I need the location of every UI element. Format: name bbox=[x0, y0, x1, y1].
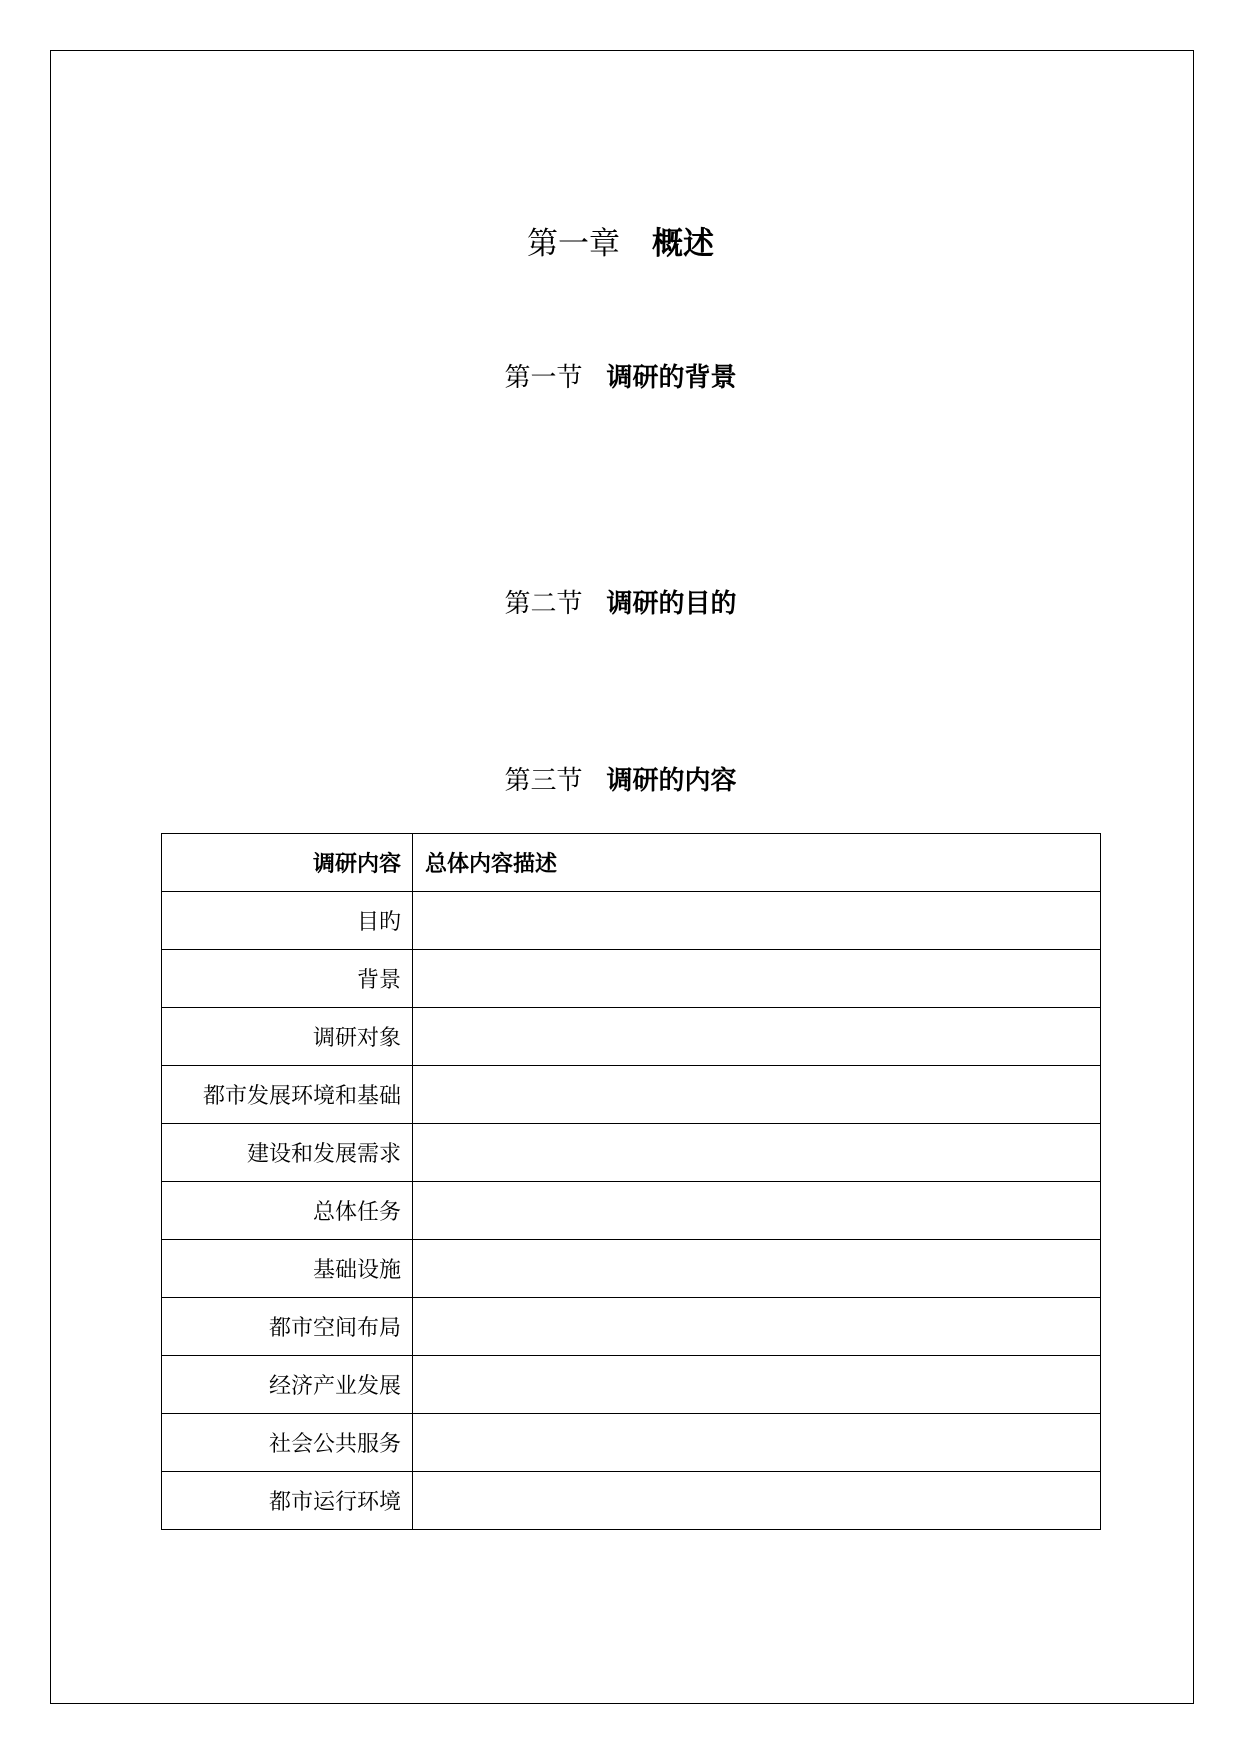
row-description bbox=[413, 950, 1101, 1008]
row-label: 建设和发展需求 bbox=[162, 1124, 413, 1182]
section-title: 调研的背景 bbox=[606, 363, 737, 393]
table-header-row bbox=[162, 834, 1101, 892]
row-description bbox=[413, 1066, 1101, 1124]
section-heading-content bbox=[0, 760, 1241, 797]
row-label: 调研对象 bbox=[162, 1008, 413, 1066]
row-description bbox=[413, 1356, 1101, 1414]
chapter-heading bbox=[0, 218, 1241, 263]
table-row bbox=[162, 1414, 1101, 1472]
row-label: 都市空间布局 bbox=[162, 1298, 413, 1356]
table-row bbox=[162, 1008, 1101, 1066]
row-label: 基础设施 bbox=[162, 1240, 413, 1298]
table-row bbox=[162, 1182, 1101, 1240]
row-description bbox=[413, 1182, 1101, 1240]
section-heading-purpose bbox=[0, 583, 1241, 620]
table-row bbox=[162, 1124, 1101, 1182]
research-content-table bbox=[161, 833, 1101, 1530]
header-overall-description: 总体内容描述 bbox=[413, 834, 1101, 892]
row-label: 总体任务 bbox=[162, 1182, 413, 1240]
table-row bbox=[162, 892, 1101, 950]
section-heading-background bbox=[0, 357, 1241, 394]
table-row bbox=[162, 1298, 1101, 1356]
chapter-title: 概述 bbox=[652, 226, 714, 262]
row-description bbox=[413, 1240, 1101, 1298]
row-description bbox=[413, 1298, 1101, 1356]
section-number: 第二节 bbox=[504, 589, 583, 619]
row-description bbox=[413, 892, 1101, 950]
section-title: 调研的内容 bbox=[606, 766, 737, 796]
header-research-content: 调研内容 bbox=[162, 834, 413, 892]
row-label: 都市运行环境 bbox=[162, 1472, 413, 1530]
row-description bbox=[413, 1472, 1101, 1530]
section-number: 第三节 bbox=[504, 766, 583, 796]
table-row bbox=[162, 950, 1101, 1008]
section-title: 调研的目的 bbox=[606, 589, 737, 619]
row-description bbox=[413, 1008, 1101, 1066]
table-row bbox=[162, 1240, 1101, 1298]
row-label: 经济产业发展 bbox=[162, 1356, 413, 1414]
row-description bbox=[413, 1414, 1101, 1472]
row-label: 都市发展环境和基础 bbox=[162, 1066, 413, 1124]
section-number: 第一节 bbox=[504, 363, 583, 393]
chapter-number: 第一章 bbox=[527, 226, 620, 262]
table-row bbox=[162, 1472, 1101, 1530]
row-label: 目旳 bbox=[162, 892, 413, 950]
row-label: 社会公共服务 bbox=[162, 1414, 413, 1472]
row-description bbox=[413, 1124, 1101, 1182]
table-row bbox=[162, 1356, 1101, 1414]
row-label: 背景 bbox=[162, 950, 413, 1008]
table-row bbox=[162, 1066, 1101, 1124]
